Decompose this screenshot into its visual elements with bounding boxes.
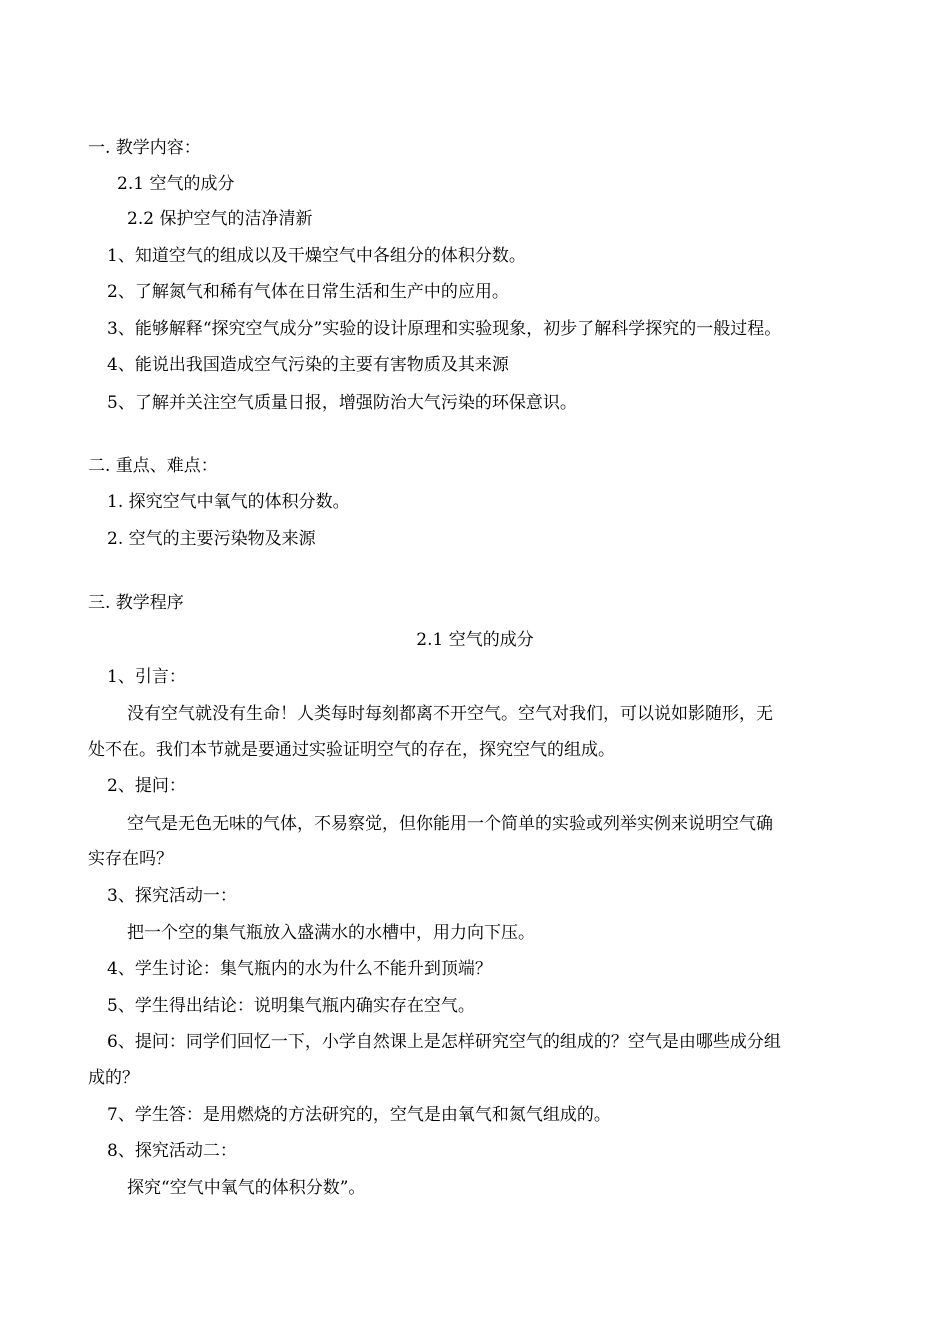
step-label: 8、探究活动二：	[107, 1141, 237, 1161]
step-item: 5、学生得出结论：说明集气瓶内确实存在空气。	[107, 996, 475, 1016]
topic-item: 2.2 保护空气的洁净清新	[127, 209, 313, 229]
objective-item: 4、能说出我国造成空气污染的主要有害物质及其来源	[107, 355, 509, 375]
step-text: 把一个空的集气瓶放入盛满水的水槽中，用力向下压。	[127, 923, 535, 943]
section-heading-procedure: 三. 教学程序	[88, 593, 184, 613]
section-heading-keypoints: 二. 重点、难点：	[88, 456, 218, 476]
step-text: 处不在。我们本节就是要通过实验证明空气的存在，探究空气的组成。	[88, 740, 615, 760]
keypoint-item: 1. 探究空气中氧气的体积分数。	[107, 492, 350, 512]
step-text: 没有空气就没有生命！人类每时每刻都离不开空气。空气对我们，可以说如影随形，无	[127, 704, 773, 724]
step-label: 3、探究活动一：	[107, 886, 237, 906]
step-text: 实存在吗？	[88, 849, 173, 869]
step-text: 探究“空气中氧气的体积分数”。	[127, 1178, 366, 1198]
objective-item: 5、了解并关注空气质量日报，增强防治大气污染的环保意识。	[107, 393, 577, 413]
step-text: 空气是无色无味的气体，不易察觉，但你能用一个简单的实验或列举实例来说明空气确	[127, 814, 773, 834]
step-item: 成的？	[88, 1068, 139, 1088]
step-item: 4、学生讨论：集气瓶内的水为什么不能升到顶端？	[107, 959, 492, 979]
topic-item: 2.1 空气的成分	[117, 174, 235, 194]
step-label: 1、引言：	[107, 667, 186, 687]
section-heading-content: 一. 教学内容：	[88, 138, 201, 158]
step-item: 7、学生答：是用燃烧的方法研究的，空气是由氧气和氮气组成的。	[107, 1105, 611, 1125]
step-item: 6、提问：同学们回忆一下，小学自然课上是怎样研究空气的组成的？空气是由哪些成分组	[107, 1032, 781, 1052]
lesson-subtitle: 2.1 空气的成分	[416, 630, 534, 650]
step-label: 2、提问：	[107, 776, 186, 796]
objective-item: 3、能够解释“探究空气成分”实验的设计原理和实验现象，初步了解科学探究的一般过程。	[107, 319, 782, 339]
objective-item: 1、知道空气的组成以及干燥空气中各组分的体积分数。	[107, 246, 526, 266]
keypoint-item: 2. 空气的主要污染物及来源	[107, 529, 316, 549]
objective-item: 2、了解氮气和稀有气体在日常生活和生产中的应用。	[107, 282, 509, 302]
